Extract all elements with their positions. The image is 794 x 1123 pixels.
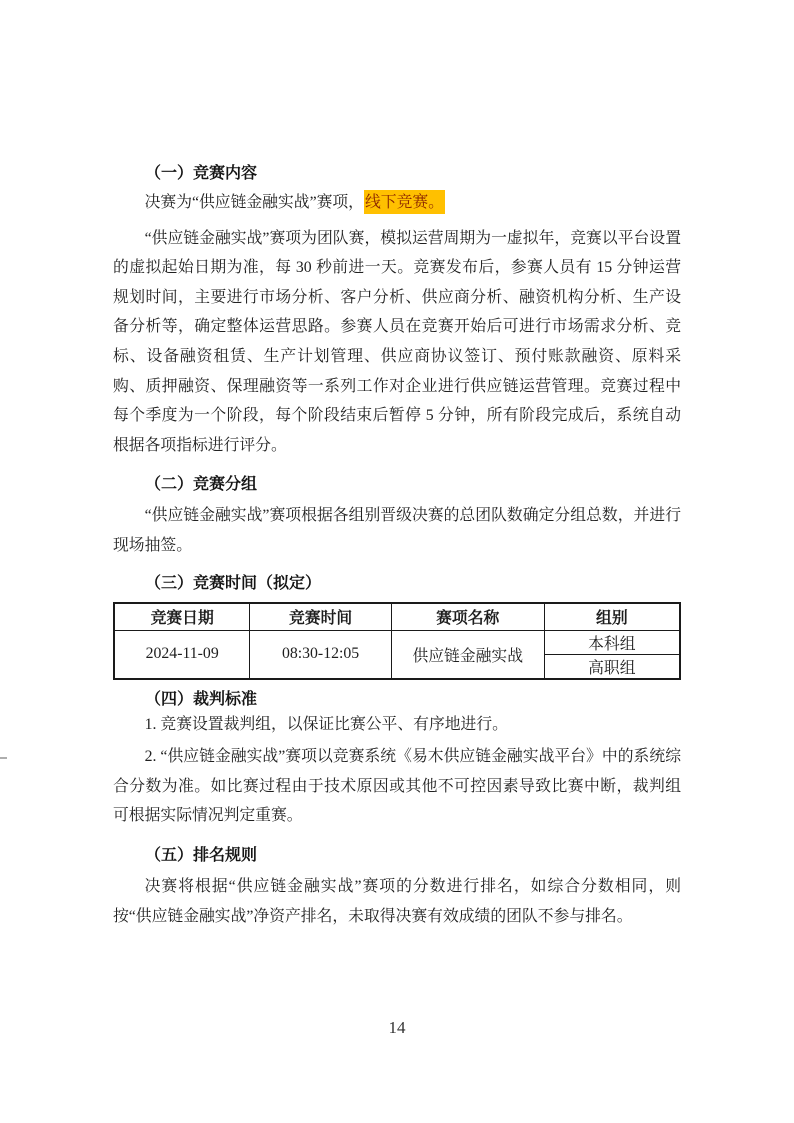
table-header-group: 组别 <box>544 603 680 631</box>
table-header-event: 赛项名称 <box>391 603 544 631</box>
table-cell-date: 2024-11-09 <box>114 630 250 679</box>
table-header-time: 竞赛时间 <box>250 603 392 631</box>
table-cell-time: 08:30-12:05 <box>250 630 392 679</box>
table-cell-group-undergraduate: 本科组 <box>544 630 680 654</box>
section-1-paragraph-2: “供应链金融实战”赛项为团队赛，模拟运营周期为一虚拟年，竞赛以平台设置的虚拟起始日期为准，每 30 秒前进一天。竞赛发布后，参赛人员有 15 分钟运营规划时间，主要进行市场分析、客户分析、供应商分析、融资机构分析、生产设备分析等，确定整体运营思路。参赛人员在竞赛开始后可进行市场需求分析、竞标、设备融资租赁、生产计划管理、供应商协议签订、预付账款融资、原料采购、质押融资、保理融资等一系列工作对企业进行供应链运营管理。竞赛过程中每个季度为一个阶段，每个阶段结束后暂停 5 分钟，所有阶段完成后，系统自动根据各项指标进行评分。 <box>113 229 681 454</box>
section-4-item-1: 1. 竞赛设置裁判组，以保证比赛公平、有序地进行。 <box>144 715 508 733</box>
table-row <box>114 630 680 654</box>
table-cell-group-vocational: 高职组 <box>544 654 680 679</box>
section-3-heading: （三）竞赛时间（拟定） <box>145 574 322 592</box>
page-number: 14 <box>388 1018 406 1037</box>
section-1-heading: （一）竞赛内容 <box>145 165 258 182</box>
table-header-row <box>114 603 680 631</box>
section-4-heading: （四）裁判标准 <box>145 690 258 708</box>
section-4-item-2: 2. “供应链金融实战”赛项以竞赛系统《易木供应链金融实战平台》中的系统综合分数为准。如比赛过程由于技术原因或其他不可控因素导致比赛中断，裁判组可根据实际情况判定重赛。 <box>113 748 681 825</box>
section-1-paragraph-1 <box>113 188 681 218</box>
section-1-paragraph-1-text: 决赛为“供应链金融实战”赛项， <box>144 194 364 211</box>
section-5-heading: （五）排名规则 <box>145 846 258 864</box>
section-5-paragraph-1: 决赛将根据“供应链金融实战”赛项的分数进行排名，如综合分数相同，则按“供应链金融实战”净资产排名，未取得决赛有效成绩的团队不参与排名。 <box>113 877 681 925</box>
section-2-paragraph-1: “供应链金融实战”赛项根据各组别晋级决赛的总团队数确定分组总数，并进行现场抽签。 <box>113 507 681 554</box>
document-content <box>113 163 681 931</box>
scan-artifact-mark <box>0 757 7 759</box>
table-header-date: 竞赛日期 <box>114 603 250 631</box>
schedule-table <box>113 602 681 680</box>
table-cell-event: 供应链金融实战 <box>391 630 544 679</box>
highlighted-text: 线下竞赛。 <box>364 190 445 214</box>
section-2-heading: （二）竞赛分组 <box>145 476 258 494</box>
